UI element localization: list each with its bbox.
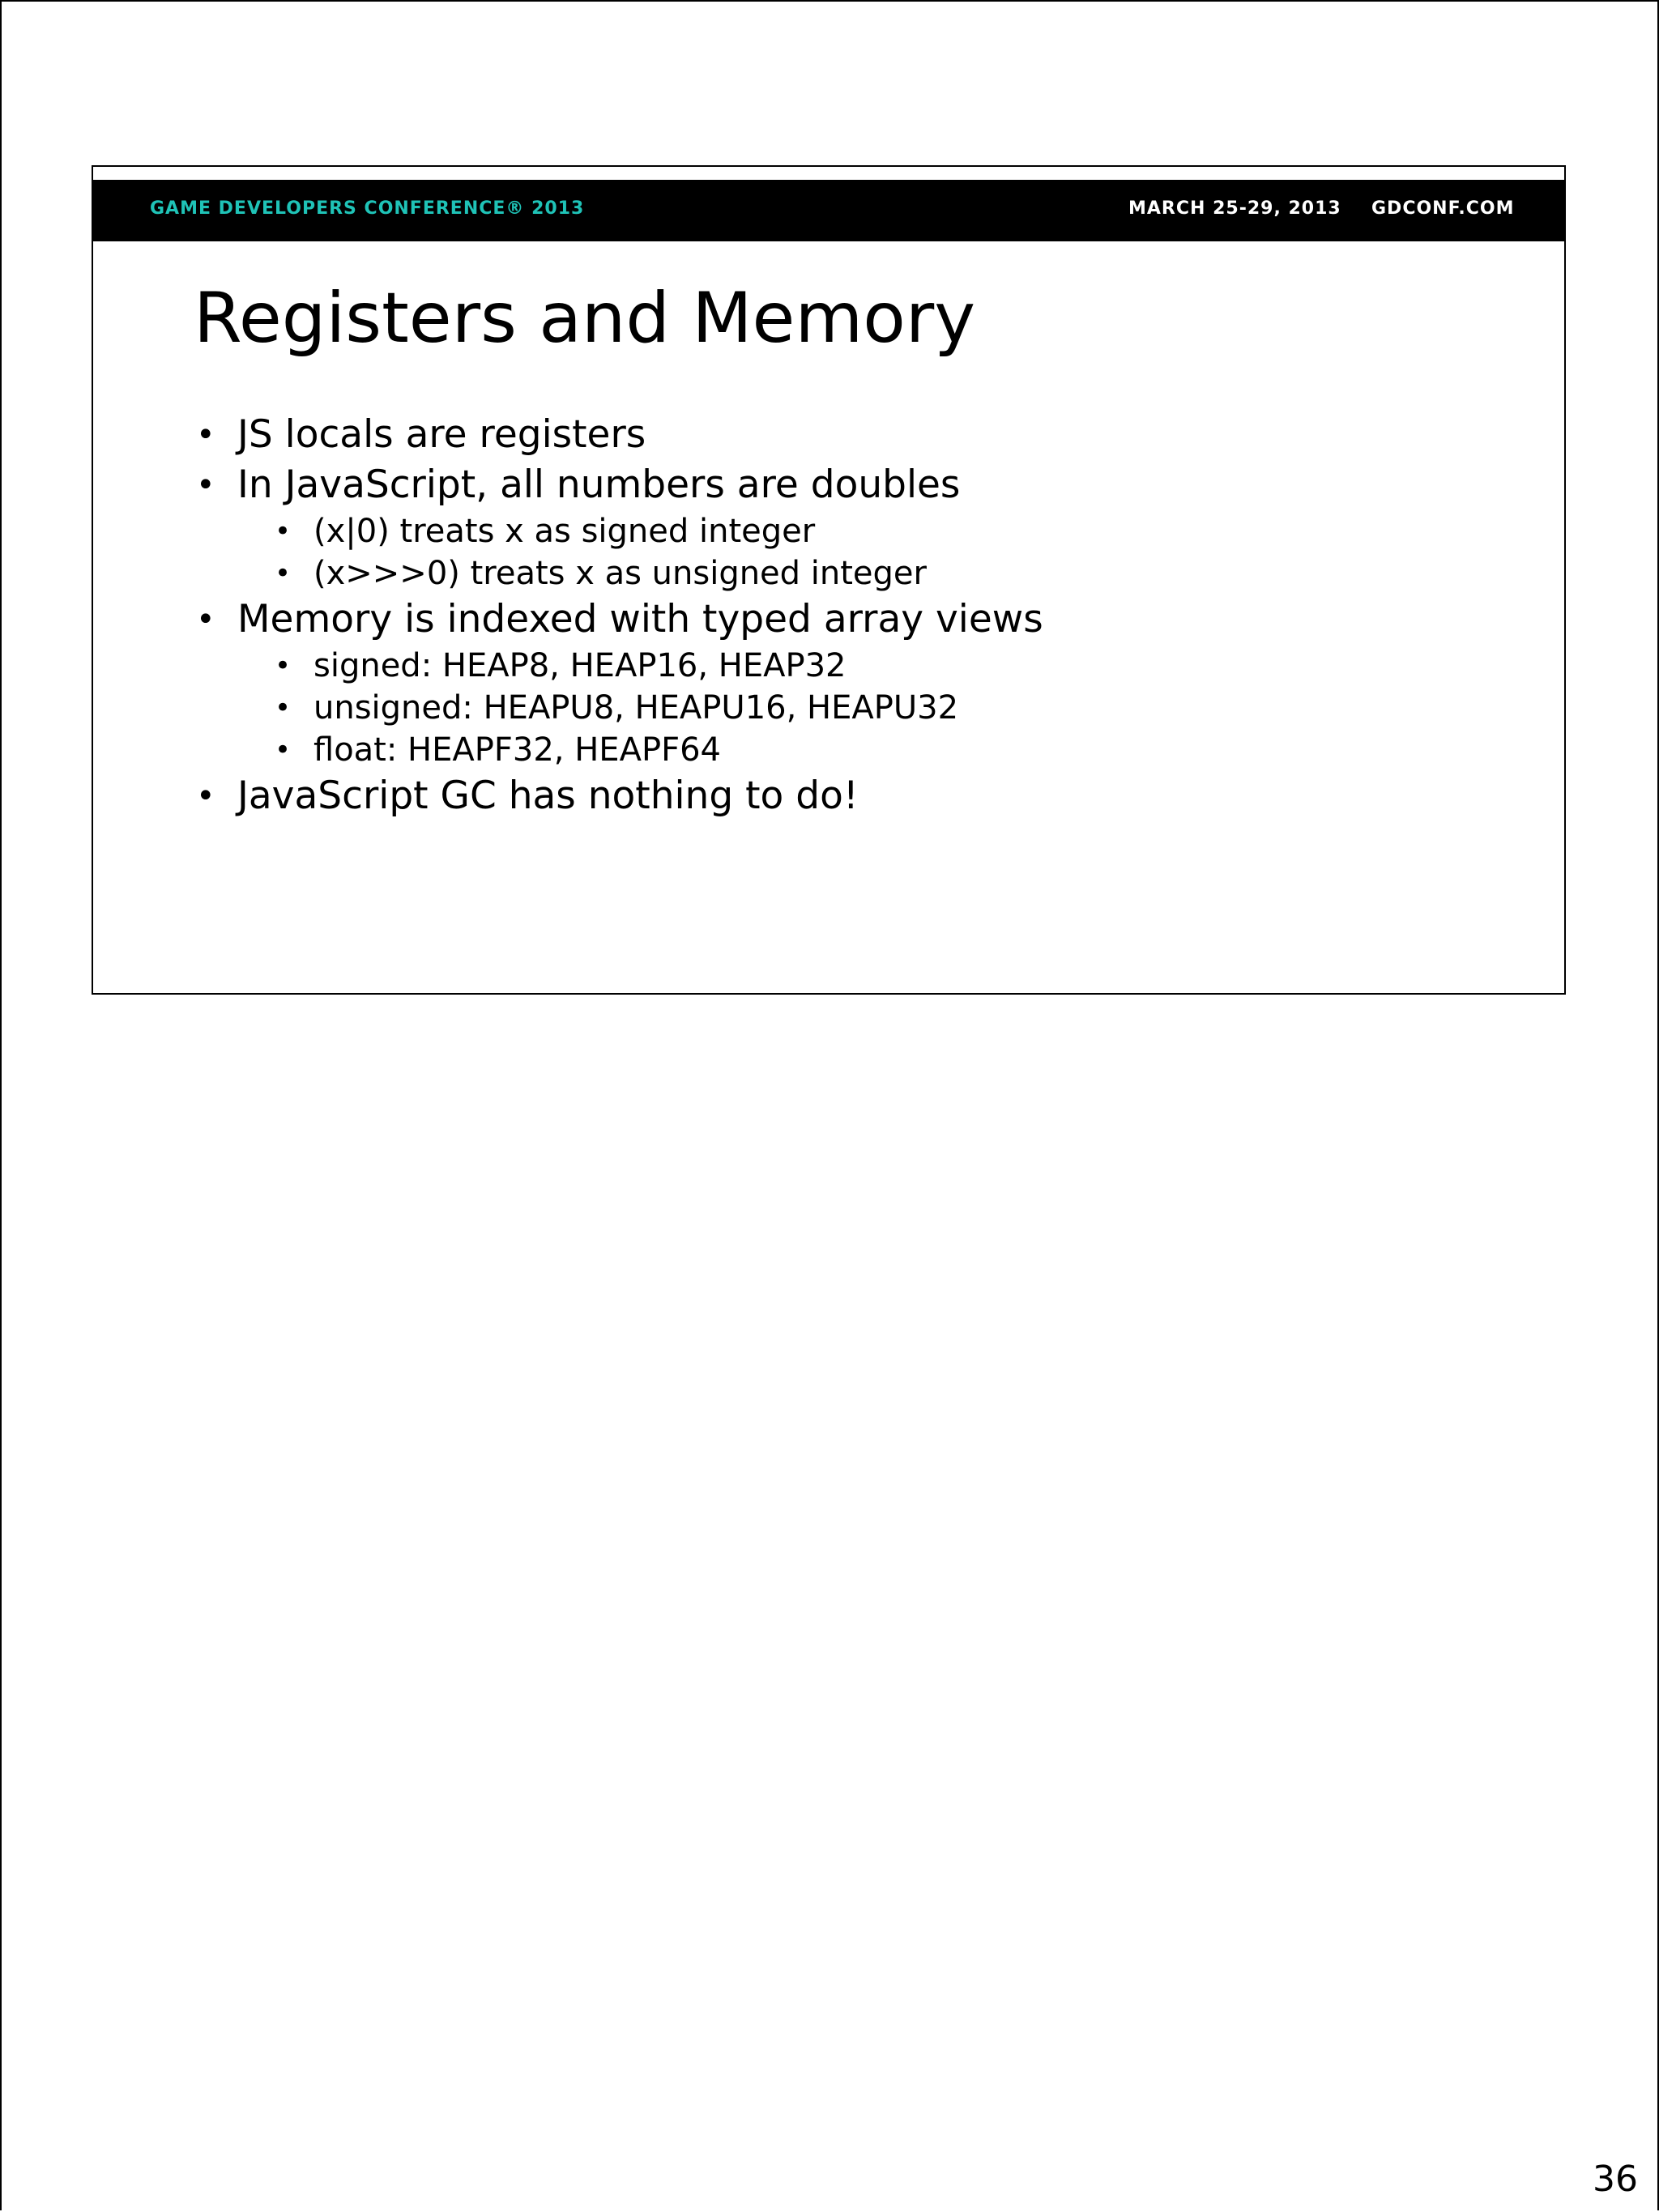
bullet-text: JS locals are registers: [237, 412, 646, 457]
slide: [92, 165, 1566, 995]
sub-bullet-text: (x|0) treats x as signed integer: [313, 513, 816, 550]
slide-header-bar: [93, 180, 1564, 241]
bullet-icon: •: [196, 601, 215, 638]
sub-bullet-icon: •: [275, 515, 292, 548]
sub-bullet-icon: •: [275, 557, 292, 590]
sub-bullet-item: [194, 645, 1043, 687]
sub-bullet-text: (x>>>0) treats x as unsigned integer: [313, 555, 927, 592]
slide-title: Registers and Memory: [194, 278, 976, 359]
sub-bullet-text: unsigned: HEAPU8, HEAPU16, HEAPU32: [313, 689, 959, 727]
sub-bullet-text: signed: HEAP8, HEAP16, HEAP32: [313, 647, 847, 684]
bullet-item: [194, 460, 1043, 510]
bullet-list: [194, 410, 1043, 821]
bullet-icon: •: [196, 467, 215, 504]
bullet-text: In JavaScript, all numbers are doubles: [237, 462, 961, 507]
sub-bullet-item: [194, 510, 1043, 552]
sub-bullet-item: [194, 552, 1043, 595]
sub-bullet-item: [194, 729, 1043, 771]
sub-bullet-icon: •: [275, 692, 292, 724]
bullet-item: [194, 410, 1043, 460]
conference-dates: MARCH 25-29, 2013: [1128, 198, 1341, 219]
bullet-icon: •: [196, 416, 215, 454]
page-number: 36: [1593, 2159, 1638, 2200]
bullet-text: JavaScript GC has nothing to do!: [237, 774, 859, 818]
conference-name: GAME DEVELOPERS CONFERENCE® 2013: [150, 198, 585, 219]
bullet-item: [194, 771, 1043, 821]
bullet-icon: •: [196, 778, 215, 815]
bullet-text: Memory is indexed with typed array views: [237, 597, 1043, 641]
conference-website: GDCONF.COM: [1371, 198, 1515, 219]
sub-bullet-item: [194, 687, 1043, 729]
bullet-item: [194, 595, 1043, 645]
sub-bullet-icon: •: [275, 734, 292, 766]
sub-bullet-icon: •: [275, 650, 292, 682]
sub-bullet-text: float: HEAPF32, HEAPF64: [313, 731, 721, 769]
